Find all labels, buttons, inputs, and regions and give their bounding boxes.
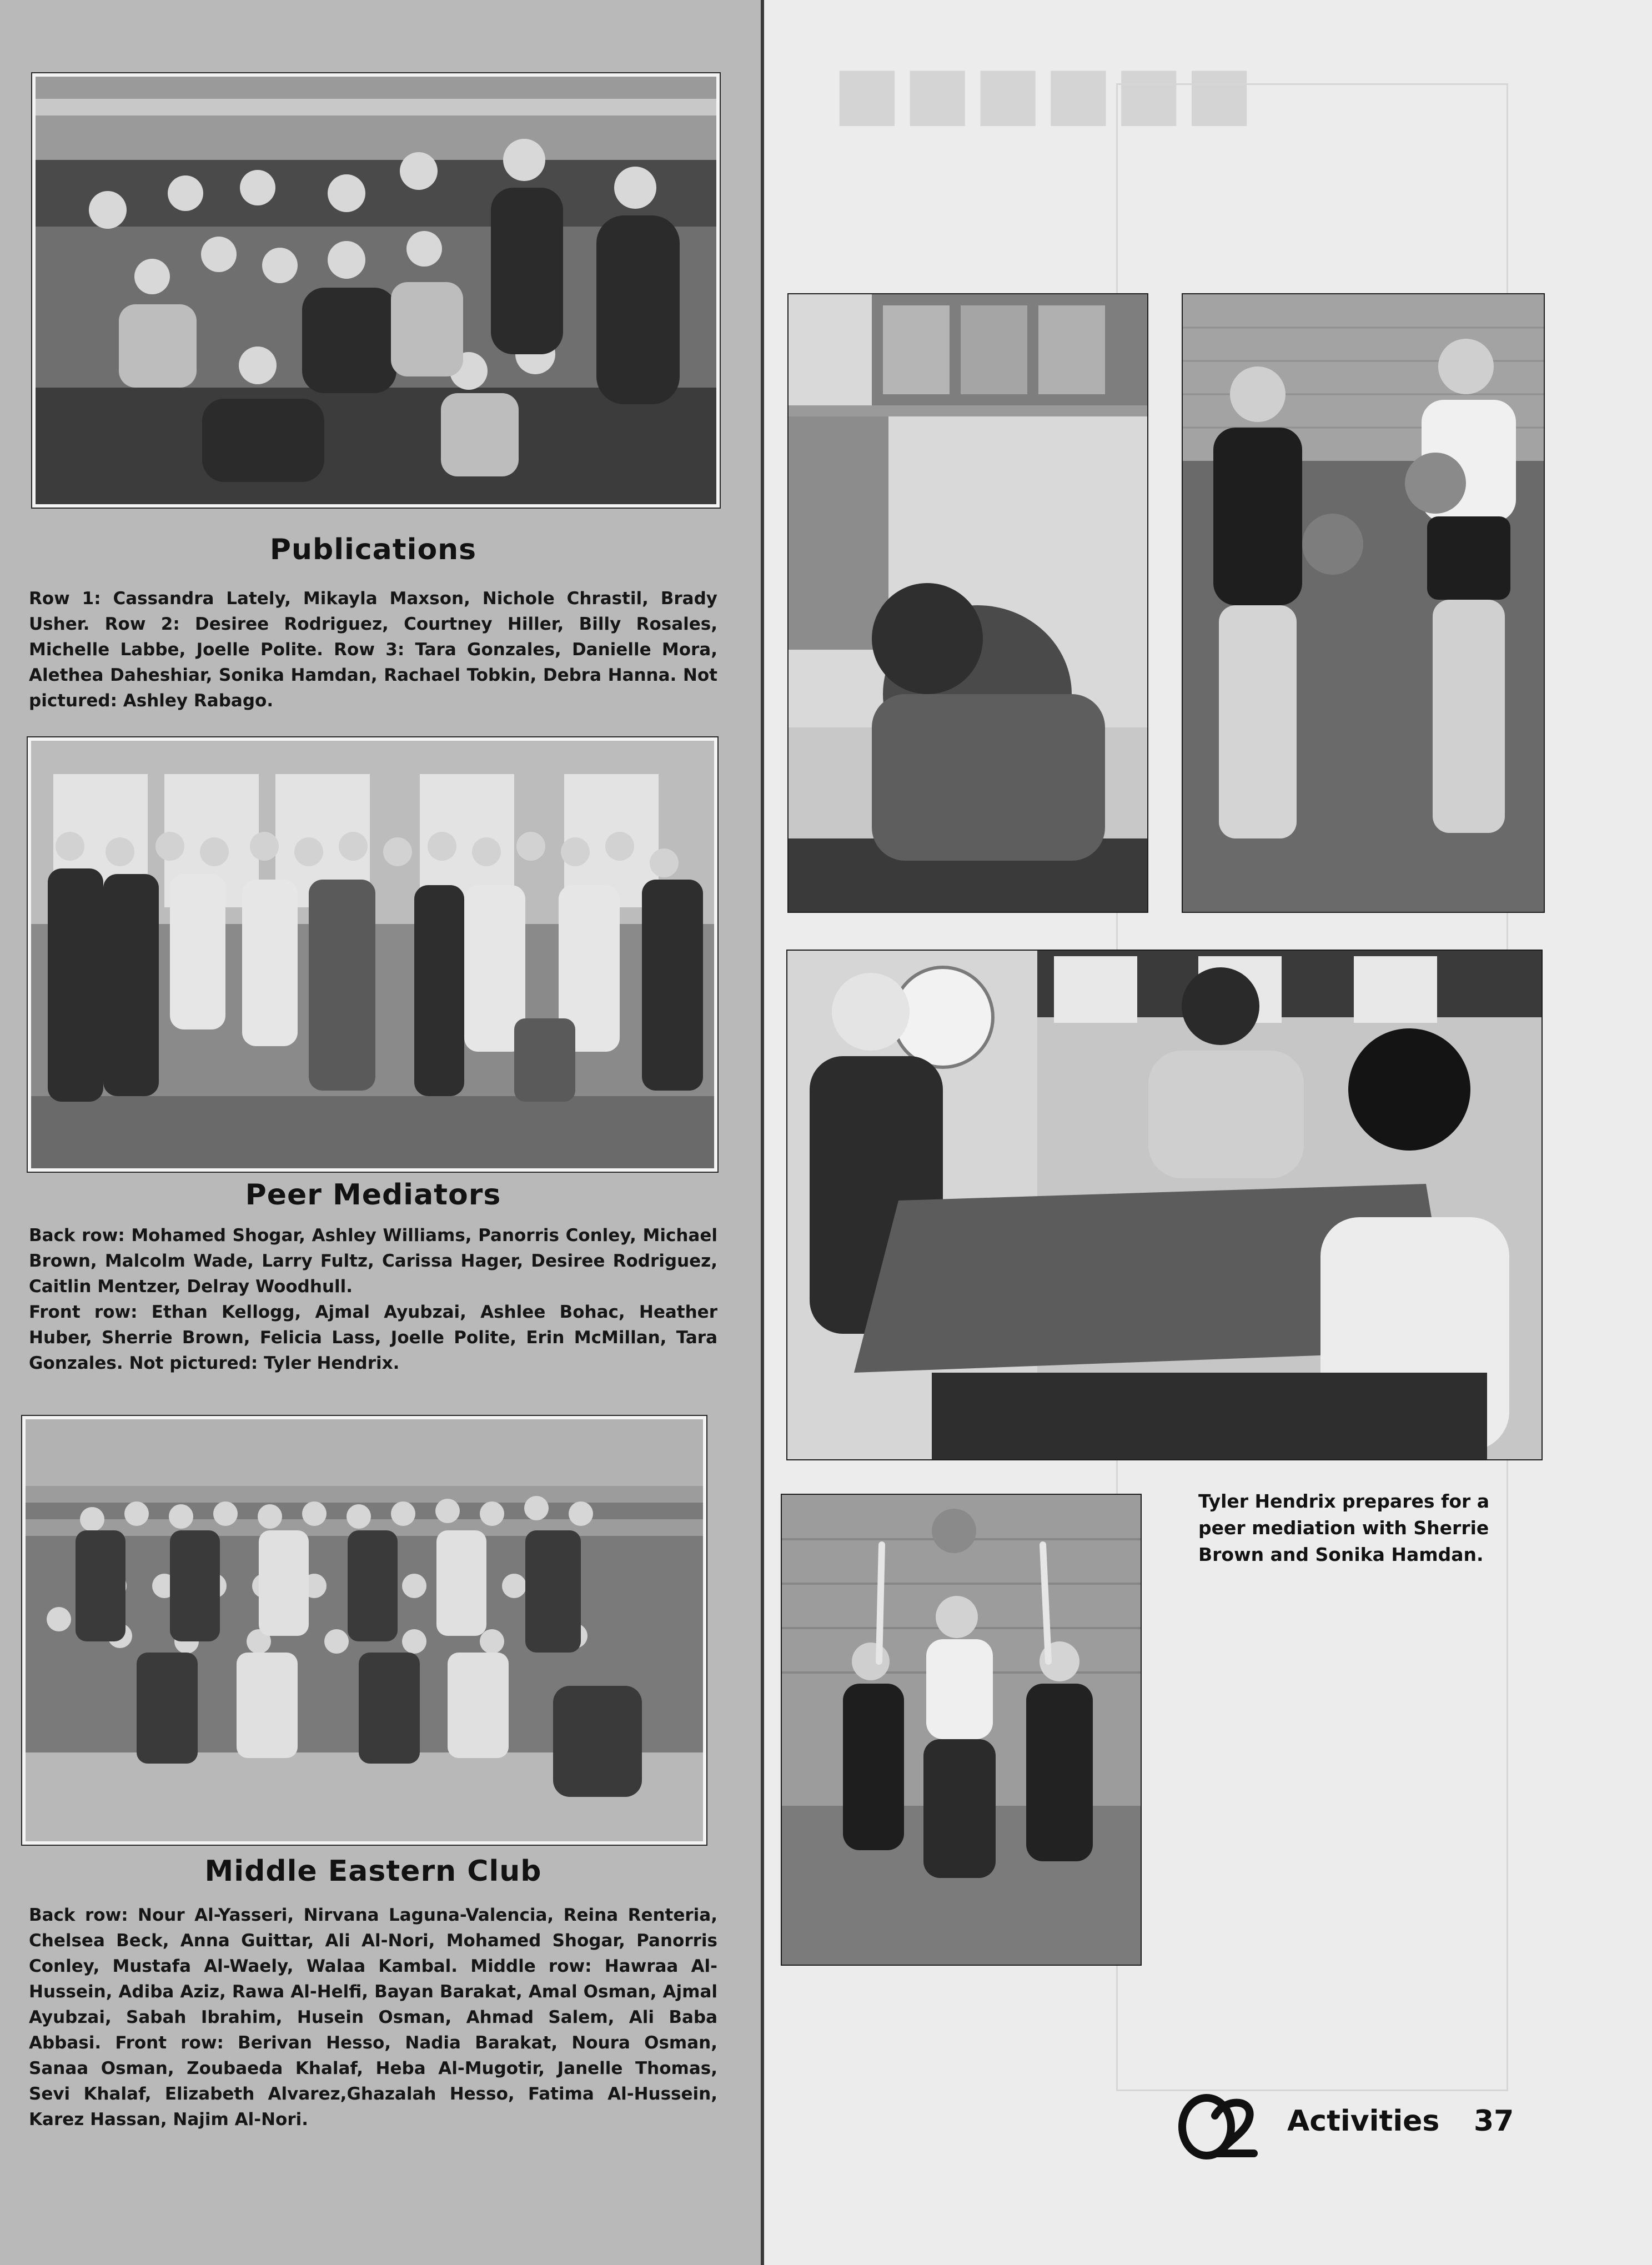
publications-title: Publications xyxy=(269,533,477,566)
peer-mediators-back-row: Back row: Mohamed Shogar, Ashley Williams, Panorris Conley, Michael Brown, Malcolm Wade, Larry Fultz, Carissa Hager, Desiree Rodriguez, Caitlin Mentzer, Delray Woodhull. xyxy=(29,1226,717,1297)
middle-eastern-club-group-photo xyxy=(22,1416,706,1845)
page-number: 37 xyxy=(1474,2105,1514,2138)
publications-group-photo xyxy=(32,73,720,508)
reverse-side-show-through: ■■■■■■ xyxy=(833,50,1256,134)
publications-caption: Row 1: Cassandra Lately, Mikayla Maxson, Nichole Chrastil, Brady Usher. Row 2: Desiree Rodriguez, Courtney Hiller, Billy Rosales, Michelle Labbe, Joelle Polite. Row 3: Tara Gonzales, Danielle Mora, Alethea Daheshiar, Sonika Hamdan, Rachael Tobkin, Debra Hanna. Not pictured: Ashley Rabago. xyxy=(29,589,717,711)
basketball-jump-ball-photo xyxy=(782,1495,1141,1965)
student-writing-photo xyxy=(789,294,1147,912)
peer-mediators-group-photo xyxy=(28,737,717,1172)
peer-mediators-title: Peer Mediators xyxy=(245,1178,501,1212)
middle-eastern-club-caption: Back row: Nour Al-Yasseri, Nirvana Laguna-Valencia, Reina Renteria, Chelsea Beck, Anna Guittar, Ali Al-Nori, Mohamed Shogar, Panorris Conley, Mustafa Al-Waely, Walaa Kambal. Middle row: Hawraa Al-Hussein, Adiba Aziz, Rawa Al-Helfi, Bayan Barakat, Amal Osman, Ajmal Ayubzai, Sabah Ibrahim, Husein Osman, Ahmad Salem, Ali Baba Abbasi. Front row: Berivan Hesso, Nadia Barakat, Noura Osman, Sanaa Osman, Zoubaeda Khalaf, Heba Al-Mugotir, Janelle Thomas, Sevi Khalaf, Elizabeth Alvarez,Ghazalah Hesso, Fatima Al-Hussein, Karez Hassan, Najim Al-Nori. xyxy=(29,1905,717,2130)
peer-mediation-photo-caption: Tyler Hendrix prepares for a peer mediation with Sherrie Brown and Sonika Hamdan. xyxy=(1198,1490,1490,1565)
peer-mediators-front-row: Front row: Ethan Kellogg, Ajmal Ayubzai, Ashlee Bohac, Heather Huber, Sherrie Brown, Felicia Lass, Joelle Polite, Erin McMillan, Tara Gonzales. Not pictured: Tyler Hendrix. xyxy=(29,1302,717,1373)
footer-section-label: Activities xyxy=(1287,2105,1440,2138)
middle-eastern-club-title: Middle Eastern Club xyxy=(204,1855,542,1888)
basketball-dribble-photo xyxy=(1183,294,1544,912)
school-logo xyxy=(1176,2093,1259,2160)
peer-mediation-photo xyxy=(787,951,1541,1459)
